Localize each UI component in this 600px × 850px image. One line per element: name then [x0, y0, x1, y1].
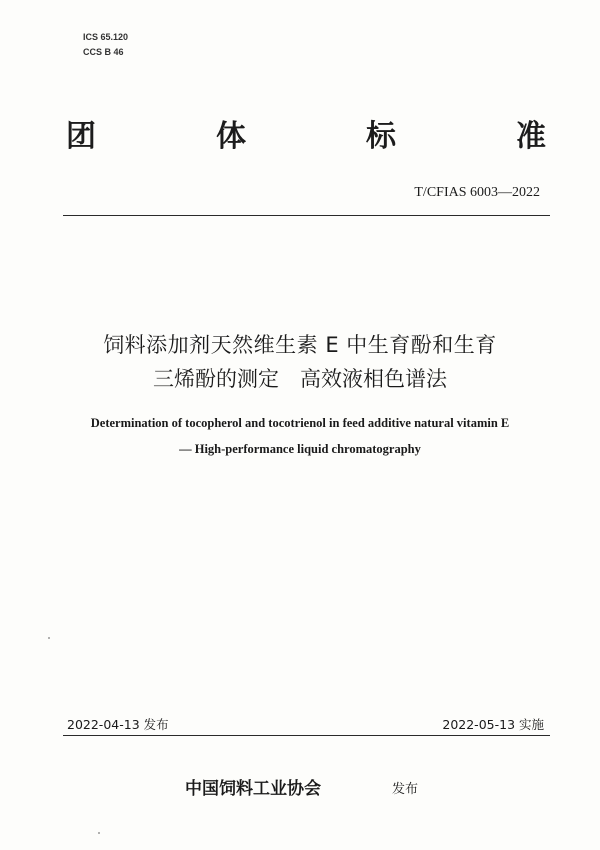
implementation-date: 2022-05-13 实施: [442, 717, 544, 732]
classification-codes: [83, 30, 128, 60]
issued-label: 发布: [392, 782, 419, 797]
chinese-title-line-1: 饲料添加剂天然维生素 E 中生育酚和生育: [103, 333, 497, 357]
chinese-title-line-2: 三烯酚的测定 高效液相色谱法: [153, 367, 447, 391]
english-title-line-1: Determination of tocopherol and tocotrienol in feed additive natural vitamin E: [90, 416, 510, 430]
standard-type-char-3: 标: [366, 119, 396, 154]
issue-date: 2022-04-13 发布: [67, 717, 169, 732]
standard-type-char-1: 团: [66, 119, 96, 154]
standard-type-char-2: 体: [216, 119, 246, 154]
top-divider: [63, 215, 550, 216]
issuing-organization: 中国饲料工业协会: [185, 779, 321, 799]
ccs-code: CCS B 46: [83, 47, 124, 57]
english-title-line-2: — High-performance liquid chromatography: [179, 442, 421, 456]
ics-code: ICS 65.120: [83, 32, 129, 42]
bottom-divider: [63, 735, 550, 736]
standard-type-heading: [0, 112, 600, 162]
scan-speck: [48, 637, 50, 639]
standard-type-char-4: 准: [516, 119, 546, 154]
standard-number: T/CFIAS 6003—2022: [414, 185, 540, 200]
scan-speck: [98, 832, 100, 834]
